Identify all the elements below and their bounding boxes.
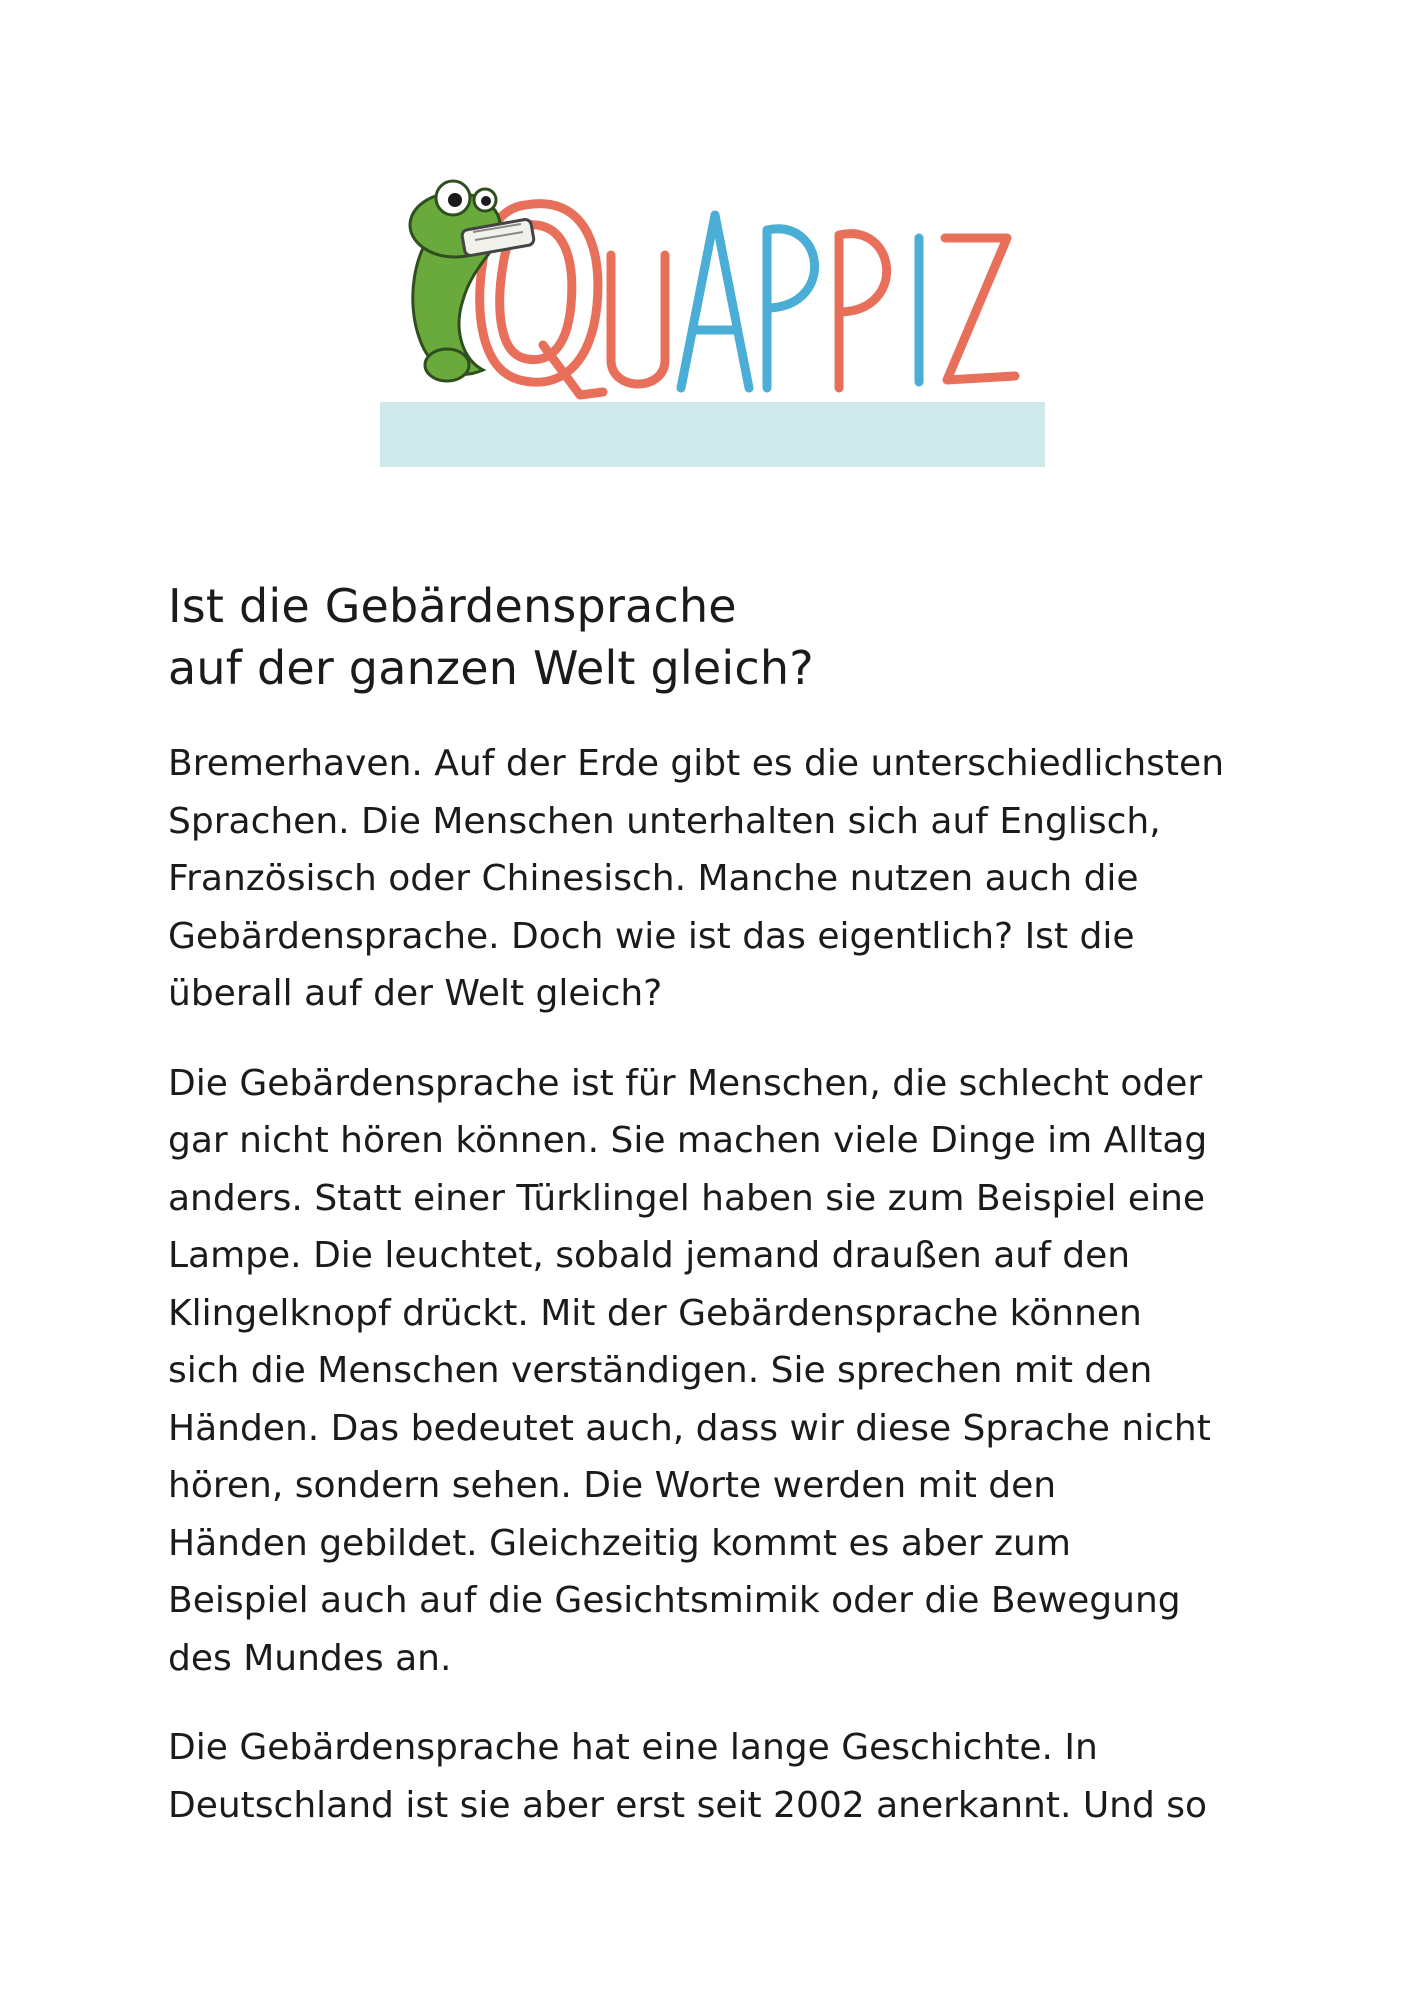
headline-line: auf der ganzen Welt gleich? (168, 641, 814, 695)
paragraph-line: Gebärdensprache. Doch wie ist das eigentlich? Ist die (168, 915, 1135, 957)
paragraph-line: Die Gebärdensprache ist für Menschen, die schlecht oder (168, 1062, 1203, 1104)
quappiz-logo (375, 170, 1055, 470)
tagline-banner (380, 402, 1045, 467)
article-paragraph (168, 735, 1268, 1023)
paragraph-line: Die Gebärdensprache hat eine lange Geschichte. In (168, 1727, 1098, 1768)
article-paragraph (168, 1055, 1268, 1688)
paragraph-line: Klingelknopf drückt. Mit der Gebärdensprache können (168, 1292, 1142, 1334)
paragraph-line: Beispiel auch auf die Gesichtsmimik oder die Bewegung (168, 1580, 1181, 1621)
article-headline (168, 575, 1268, 699)
quappiz-logo-graphic (375, 170, 1055, 470)
paragraph-line: Sprachen. Die Menschen unterhalten sich auf Englisch, (168, 800, 1161, 842)
paragraph-line: gar nicht hören können. Sie machen viele Dinge im Alltag (168, 1120, 1208, 1161)
paragraph-line: anders. Statt einer Türklingel haben sie zum Beispiel eine (168, 1177, 1206, 1219)
paragraph-line: Händen gebildet. Gleichzeitig kommt es aber zum (168, 1522, 1071, 1564)
logo-letter-a (681, 215, 749, 388)
paragraph-line: des Mundes an. (168, 1637, 452, 1679)
paragraph-line: hören, sondern sehen. Die Worte werden mit den (168, 1465, 1057, 1506)
paragraph-line: Händen. Das bedeutet auch, dass wir diese Sprache nicht (168, 1407, 1211, 1449)
paragraph-line: Bremerhaven. Auf der Erde gibt es die unterschiedlichsten (168, 743, 1225, 784)
paragraph-line: sich die Menschen verständigen. Sie sprechen mit den (168, 1350, 1153, 1391)
paragraph-line: überall auf der Welt gleich? (168, 973, 663, 1014)
logo-letter-p1 (767, 229, 815, 388)
headline-line: Ist die Gebärdensprache (168, 579, 737, 633)
logo-letter-p2 (839, 234, 887, 388)
paragraph-line: Deutschland ist sie aber erst seit 2002 anerkannt. Und so (168, 1784, 1208, 1826)
logo-letter-z (945, 238, 1015, 380)
article (168, 575, 1268, 1866)
article-paragraph (168, 1719, 1268, 1834)
paragraph-line: Lampe. Die leuchtet, sobald jemand draußen auf den (168, 1235, 1131, 1276)
paragraph-line: Französisch oder Chinesisch. Manche nutzen auch die (168, 858, 1139, 899)
logo-letter-u (611, 255, 665, 384)
